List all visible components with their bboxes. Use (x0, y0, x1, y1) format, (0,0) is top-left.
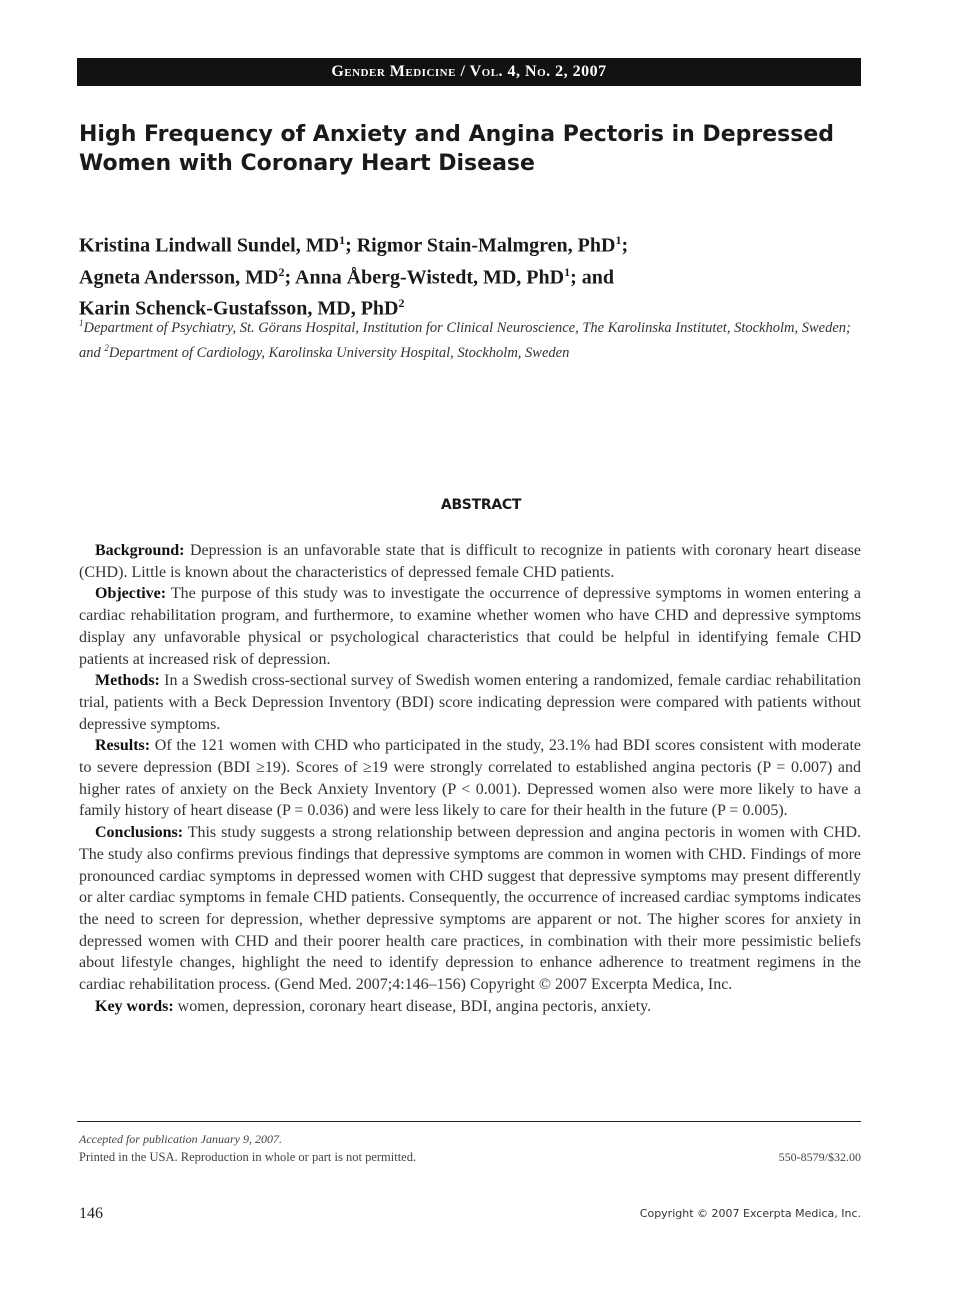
author-affiliation-mark: 1 (564, 264, 571, 279)
author-affiliation-mark: 1 (615, 233, 622, 247)
article-code: 550-8579/$32.00 (778, 1150, 861, 1164)
affiliation-number: 2 (104, 342, 109, 353)
section-text: The purpose of this study was to investigate the occurrence of depressive symptoms in women entering a cardiac rehabilitation program, and furthermore, to examine whether women who have CHD and depressive symptoms display any unfavorable physical or psychological characteristics that could be helpful in identifying female CHD patients at increased risk of depression. (79, 585, 861, 668)
section-text: This study suggests a strong relationship between depression and angina pectoris in women with CHD. The study also confirms previous findings that depressive symptoms are common in women with CHD. Findings of more pronounced cardiac symptoms in depressed women with CHD suggest that depressive symptoms may present differently or alter cardiac symptoms in female CHD patients. Consequently, the occurrence of increased cardiac symptoms indicates the need to screen for depression, whether depressive symptoms are apparent or not. The higher scores for anxiety in depressed women with CHD and their poorer health care practices, in combination with their more pessimistic beliefs about lifestyle changes, highlight the need to identify depression to enhance adherence to treatment regimens in the cardiac rehabilitation process. (Gend Med. 2007;4:146–156) Copyright © 2007 Excerpta Medica, Inc. (79, 824, 861, 994)
author-name: Agneta Andersson, MD (79, 266, 279, 289)
affiliation-text: Department of Psychiatry, St. Görans Hospital, Institution for Clinical Neuroscience, The Karolinska Institutet, Stockholm, Sweden; and (79, 319, 851, 361)
article-title: High Frequency of Anxiety and Angina Pectoris in Depressed Women with Coronary Heart Disease (79, 122, 834, 176)
page-number: 146 (79, 1205, 103, 1222)
author-name: Anna Åberg-Wistedt, MD, PhD (295, 266, 565, 289)
abstract-objective (79, 583, 861, 670)
journal-header-bar: Gender Medicine / Vol. 4, No. 2, 2007 (77, 58, 861, 86)
section-label: Objective: (95, 585, 167, 603)
abstract-results (79, 735, 861, 822)
section-label: Methods: (95, 672, 160, 690)
author-separator: ; and (570, 266, 614, 289)
section-label: Key words: (95, 997, 174, 1015)
section-text: women, depression, coronary heart disease, BDI, angina pectoris, anxiety. (173, 997, 652, 1015)
author-separator: ; (621, 234, 629, 257)
printed-notice: Printed in the USA. Reproduction in whole or part is not permitted. (79, 1150, 417, 1164)
author-affiliation-mark: 2 (278, 264, 285, 279)
section-text: Of the 121 women with CHD who participated in the study, 23.1% had BDI scores consistent with moderate to severe depression (BDI ≥19). Scores of ≥19 were strongly correlated to established angina pectoris (P = 0.007) and higher rates of anxiety on the Beck Anxiety Inventory (P < 0.001). Depressed women also were more likely to have a family history of heart disease (P = 0.036) and were less likely to care for their health in the future (P = 0.005). (79, 737, 861, 820)
abstract-background (79, 540, 861, 583)
affiliation-number: 1 (79, 318, 84, 328)
author-affiliation-mark: 1 (339, 233, 346, 247)
abstract-heading: ABSTRACT (440, 497, 522, 513)
accepted-date: Accepted for publication January 9, 2007. (79, 1132, 282, 1146)
author-separator: ; (284, 266, 296, 289)
affiliation-text: Department of Cardiology, Karolinska University Hospital, Stockholm, Sweden (108, 344, 570, 361)
section-label: Background: (95, 542, 185, 559)
author-name: Kristina Lindwall Sundel, MD (79, 234, 340, 257)
abstract-keywords (79, 996, 861, 1018)
author-name: Rigmor Stain-Malmgren, PhD (356, 234, 616, 257)
affiliations (79, 313, 859, 363)
copyright-footer: Copyright © 2007 Excerpta Medica, Inc. (639, 1207, 861, 1220)
section-label: Results: (95, 737, 151, 755)
author-separator: ; (345, 234, 357, 257)
section-label: Conclusions: (95, 824, 184, 842)
author-affiliation-mark: 2 (398, 296, 405, 311)
section-text: Depression is an unfavorable state that is difficult to recognize in patients with coronary heart disease (CHD). Little is known about the characteristics of depressed female CHD patients. (79, 542, 861, 581)
abstract-body (79, 540, 861, 1017)
section-text: In a Swedish cross-sectional survey of Swedish women entering a randomized, female cardiac rehabilitation trial, patients with a Beck Depression Inventory (BDI) score indicating depression were compared with patients without depressive symptoms. (79, 672, 861, 733)
footnote-divider (77, 1121, 861, 1122)
author-list (79, 227, 859, 322)
abstract-methods (79, 670, 861, 735)
author-name: Karin Schenck-Gustafsson, MD, PhD (79, 297, 399, 320)
abstract-conclusions (79, 822, 861, 996)
